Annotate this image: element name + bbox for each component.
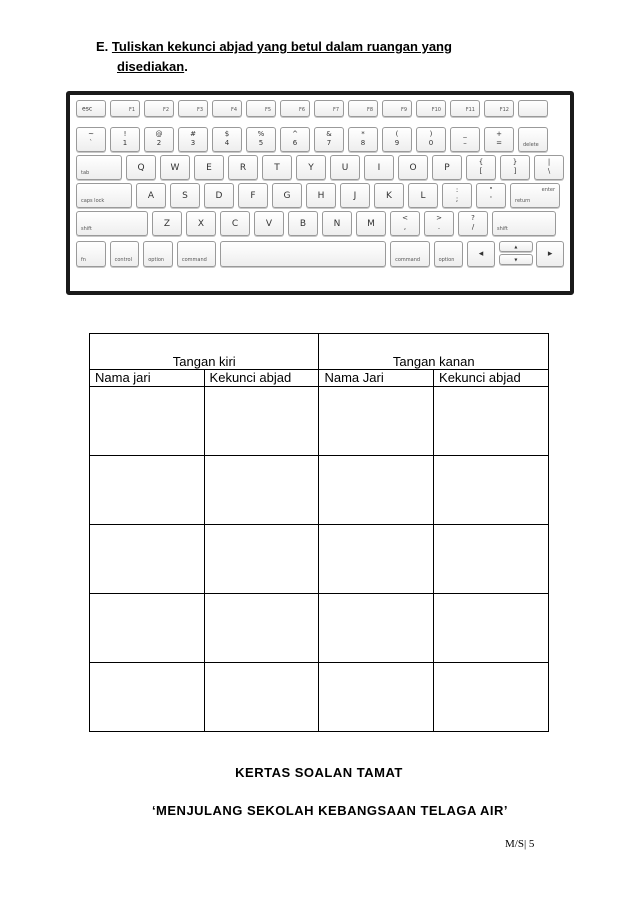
answer-cell[interactable] bbox=[434, 456, 549, 525]
keyboard-key: option bbox=[143, 241, 173, 267]
answer-cell[interactable] bbox=[319, 594, 434, 663]
keyboard-key: F2 bbox=[144, 100, 174, 117]
keyboard-key: " ' bbox=[476, 183, 506, 208]
answer-cell[interactable] bbox=[204, 594, 319, 663]
keyboard-key: F6 bbox=[280, 100, 310, 117]
keyboard-key: V bbox=[254, 211, 284, 236]
keyboard-key: ◂ bbox=[467, 241, 495, 267]
keyboard-key: command bbox=[177, 241, 216, 267]
answer-row bbox=[90, 525, 549, 594]
keyboard-key: H bbox=[306, 183, 336, 208]
keyboard-key: ~ ` bbox=[76, 127, 106, 152]
question-line-2: disediakan bbox=[117, 59, 185, 74]
answer-cell[interactable] bbox=[434, 525, 549, 594]
question-period: . bbox=[184, 59, 188, 74]
answer-cell[interactable] bbox=[90, 663, 205, 732]
keyboard-key: G bbox=[272, 183, 302, 208]
keyboard-key: L bbox=[408, 183, 438, 208]
answer-cell[interactable] bbox=[319, 663, 434, 732]
question-instruction bbox=[96, 37, 536, 77]
keyboard-image bbox=[66, 91, 574, 295]
keyboard-key: ^ 6 bbox=[280, 127, 310, 152]
school-motto: ‘MENJULANG SEKOLAH KEBANGSAAN TELAGA AIR’ bbox=[151, 803, 509, 818]
keyboard-key: shift bbox=[492, 211, 556, 236]
keyboard-key: P bbox=[432, 155, 462, 180]
keyboard-key: F7 bbox=[314, 100, 344, 117]
answer-row bbox=[90, 594, 549, 663]
keyboard-key: % 5 bbox=[246, 127, 276, 152]
keyboard-key: delete bbox=[518, 127, 548, 152]
keyboard-key: S bbox=[170, 183, 200, 208]
keyboard-key: fn bbox=[76, 241, 106, 267]
keyboard-key: T bbox=[262, 155, 292, 180]
keyboard-key: B bbox=[288, 211, 318, 236]
answer-cell[interactable] bbox=[319, 456, 434, 525]
keyboard-key: F9 bbox=[382, 100, 412, 117]
keyboard-row bbox=[76, 155, 564, 180]
keyboard-key: @ 2 bbox=[144, 127, 174, 152]
keyboard-key: I bbox=[364, 155, 394, 180]
keyboard-key: F11 bbox=[450, 100, 480, 117]
keyboard-key: W bbox=[160, 155, 190, 180]
answer-cell[interactable] bbox=[90, 456, 205, 525]
keyboard-key: D bbox=[204, 183, 234, 208]
table-header-row bbox=[90, 334, 549, 370]
keyboard-key: + = bbox=[484, 127, 514, 152]
keyboard-key: K bbox=[374, 183, 404, 208]
keyboard-key: option bbox=[434, 241, 464, 267]
keyboard-key: O bbox=[398, 155, 428, 180]
answer-row bbox=[90, 663, 549, 732]
key-up-arrow: ▴ bbox=[499, 241, 533, 252]
keyboard-key: F bbox=[238, 183, 268, 208]
answer-cell[interactable] bbox=[319, 387, 434, 456]
keyboard-key: J bbox=[340, 183, 370, 208]
keyboard-row bbox=[76, 183, 564, 208]
col-letter-keys-right: Kekunci abjad bbox=[434, 370, 549, 387]
keyboard-key: ▸ bbox=[536, 241, 564, 267]
keyboard-key: control bbox=[110, 241, 140, 267]
answer-cell[interactable] bbox=[204, 663, 319, 732]
keyboard-key: C bbox=[220, 211, 250, 236]
keyboard-key: U bbox=[330, 155, 360, 180]
keyboard-row bbox=[76, 211, 564, 236]
answer-cell[interactable] bbox=[90, 594, 205, 663]
keyboard-keys bbox=[76, 100, 564, 286]
keyboard-key: F1 bbox=[110, 100, 140, 117]
keyboard-key: A bbox=[136, 183, 166, 208]
keyboard-row bbox=[76, 127, 564, 152]
keyboard-key: F5 bbox=[246, 100, 276, 117]
keyboard-key: Y bbox=[296, 155, 326, 180]
table-subheader-row bbox=[90, 370, 549, 387]
keyboard-key: _ – bbox=[450, 127, 480, 152]
keyboard-key: caps lock bbox=[76, 183, 132, 208]
answer-cell[interactable] bbox=[204, 387, 319, 456]
keyboard-key: shift bbox=[76, 211, 148, 236]
keyboard-key: & 7 bbox=[314, 127, 344, 152]
answer-cell[interactable] bbox=[204, 525, 319, 594]
answer-row bbox=[90, 456, 549, 525]
answer-row bbox=[90, 387, 549, 456]
col-letter-keys-left: Kekunci abjad bbox=[204, 370, 319, 387]
keyboard-key: R bbox=[228, 155, 258, 180]
keyboard-key: ( 9 bbox=[382, 127, 412, 152]
answer-cell[interactable] bbox=[434, 387, 549, 456]
keyboard-key: command bbox=[390, 241, 429, 267]
keyboard-key: { [ bbox=[466, 155, 496, 180]
keyboard-key: F12 bbox=[484, 100, 514, 117]
answer-cell[interactable] bbox=[90, 525, 205, 594]
answer-cell[interactable] bbox=[434, 663, 549, 732]
left-hand-header: Tangan kiri bbox=[90, 334, 319, 370]
keyboard-key: F3 bbox=[178, 100, 208, 117]
keyboard-row bbox=[76, 100, 564, 117]
col-finger-name-right: Nama Jari bbox=[319, 370, 434, 387]
keyboard-key bbox=[518, 100, 548, 117]
answer-cell[interactable] bbox=[204, 456, 319, 525]
answer-cell[interactable] bbox=[90, 387, 205, 456]
keyboard-key: | \ bbox=[534, 155, 564, 180]
keyboard-key: # 3 bbox=[178, 127, 208, 152]
keyboard-key: } ] bbox=[500, 155, 530, 180]
keyboard-key: esc bbox=[76, 100, 106, 117]
end-of-paper: KERTAS SOALAN TAMAT bbox=[235, 765, 403, 780]
keyboard-key: F8 bbox=[348, 100, 378, 117]
keyboard-key: ? / bbox=[458, 211, 488, 236]
keyboard-key: return enter bbox=[510, 183, 560, 208]
keyboard-key: N bbox=[322, 211, 352, 236]
keyboard-key: ! 1 bbox=[110, 127, 140, 152]
keyboard-key: E bbox=[194, 155, 224, 180]
page-number: M/S| 5 bbox=[505, 838, 535, 850]
keyboard-key: F4 bbox=[212, 100, 242, 117]
keyboard-row bbox=[76, 241, 564, 267]
keyboard-key: Z bbox=[152, 211, 182, 236]
keyboard-key: * 8 bbox=[348, 127, 378, 152]
keyboard-key: $ 4 bbox=[212, 127, 242, 152]
answer-table bbox=[89, 333, 549, 732]
key-down-arrow: ▾ bbox=[499, 254, 533, 265]
keyboard-key: X bbox=[186, 211, 216, 236]
question-label: E. bbox=[96, 39, 109, 54]
keyboard-key: > . bbox=[424, 211, 454, 236]
question-line-1: Tuliskan kekunci abjad yang betul dalam ruangan yang bbox=[111, 39, 452, 54]
keyboard-key: tab bbox=[76, 155, 122, 180]
answer-cell[interactable] bbox=[319, 525, 434, 594]
keyboard-key: M bbox=[356, 211, 386, 236]
answer-cell[interactable] bbox=[434, 594, 549, 663]
right-hand-header: Tangan kanan bbox=[319, 334, 549, 370]
keyboard-key: F10 bbox=[416, 100, 446, 117]
col-finger-name-left: Nama jari bbox=[90, 370, 205, 387]
keyboard-key: Q bbox=[126, 155, 156, 180]
arrow-keys bbox=[499, 241, 533, 267]
keyboard-key: < , bbox=[390, 211, 420, 236]
keyboard-key: : ; bbox=[442, 183, 472, 208]
keyboard-key: ) 0 bbox=[416, 127, 446, 152]
keyboard-key bbox=[220, 241, 386, 267]
